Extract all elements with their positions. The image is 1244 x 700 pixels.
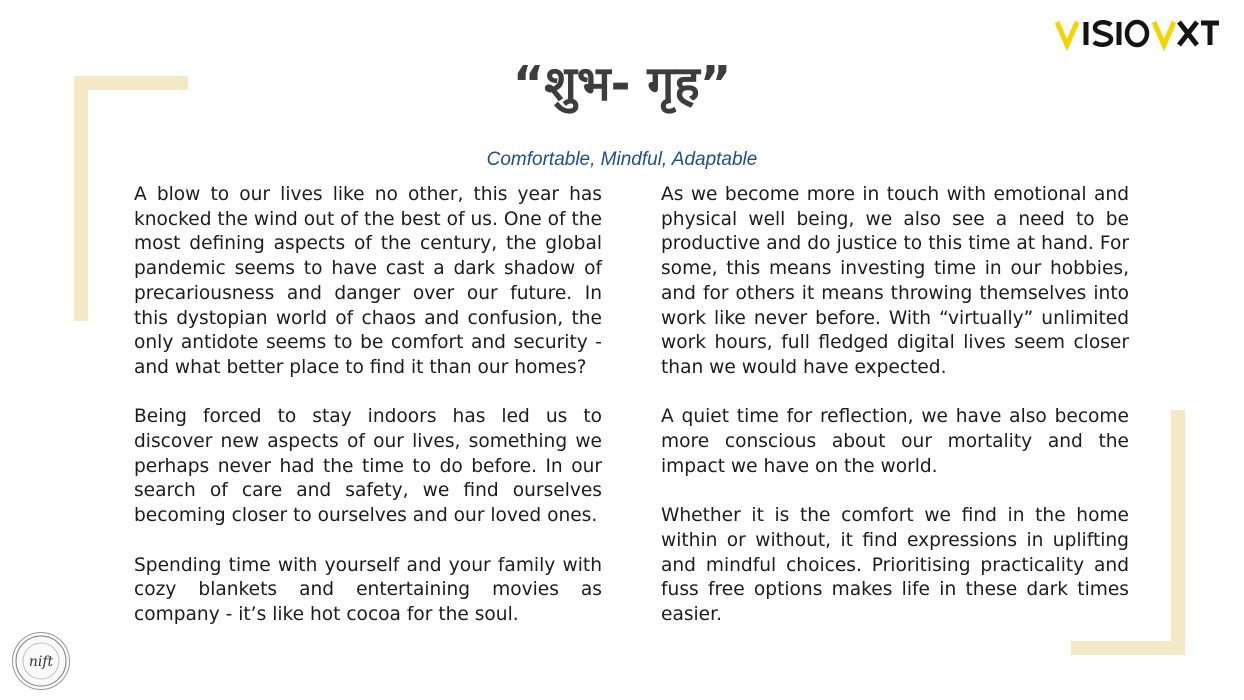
left-paragraph-3: Spending time with yourself and your family with cozy blankets and entertaining movies as company - it’s like hot cocoa for the soul.: [134, 554, 602, 625]
right-paragraph-1: As we become more in touch with emotional and physical well being, we also see a need to be productive and do justice to this time at hand. For some, this means investing time in our hobbies, and for others it means throwing themselves into work like never before. With “virtually” unlimited work hours, full fledged digital lives seem closer than we would have expected.: [661, 184, 1129, 378]
nift-seal-icon: [12, 632, 70, 690]
corner-bracket-bottom-right-vertical: [1171, 410, 1185, 655]
nift-seal-graphic: [13, 633, 69, 689]
left-text-column: [134, 183, 602, 652]
right-paragraph-3: Whether it is the comfort we find in the home within or without, it find expressions in uplifting and mindful choices. Prioritising practicality and fuss free options makes life in these dark times easier.: [661, 505, 1129, 625]
right-text-column: [661, 183, 1129, 652]
left-paragraph-2: Being forced to stay indoors has led us to discover new aspects of our lives, something we perhaps never had the time to do before. In our search of care and safety, we find ourselves becoming closer to ourselves and our loved ones.: [134, 406, 602, 527]
svg-text:nift: nift: [28, 654, 54, 670]
visionxt-logo-mark: [1055, 14, 1220, 52]
page-title: “शुभ- गृह”: [512, 56, 732, 112]
visionxt-logo: [1055, 14, 1220, 52]
right-paragraph-2: A quiet time for reflection, we have also become more conscious about our mortality and the impact we have on the world.: [661, 406, 1129, 477]
page-subtitle: Comfortable, Mindful, Adaptable: [486, 149, 758, 170]
left-paragraph-1: A blow to our lives like no other, this year has knocked the wind out of the best of us. One of the most defining aspects of the century, the global pandemic seems to have cast a dark shadow of precariousness and danger over our future. In this dystopian world of chaos and confusion, the only antidote seems to be comfort and security - and what better place to find it than our homes?: [134, 184, 602, 378]
